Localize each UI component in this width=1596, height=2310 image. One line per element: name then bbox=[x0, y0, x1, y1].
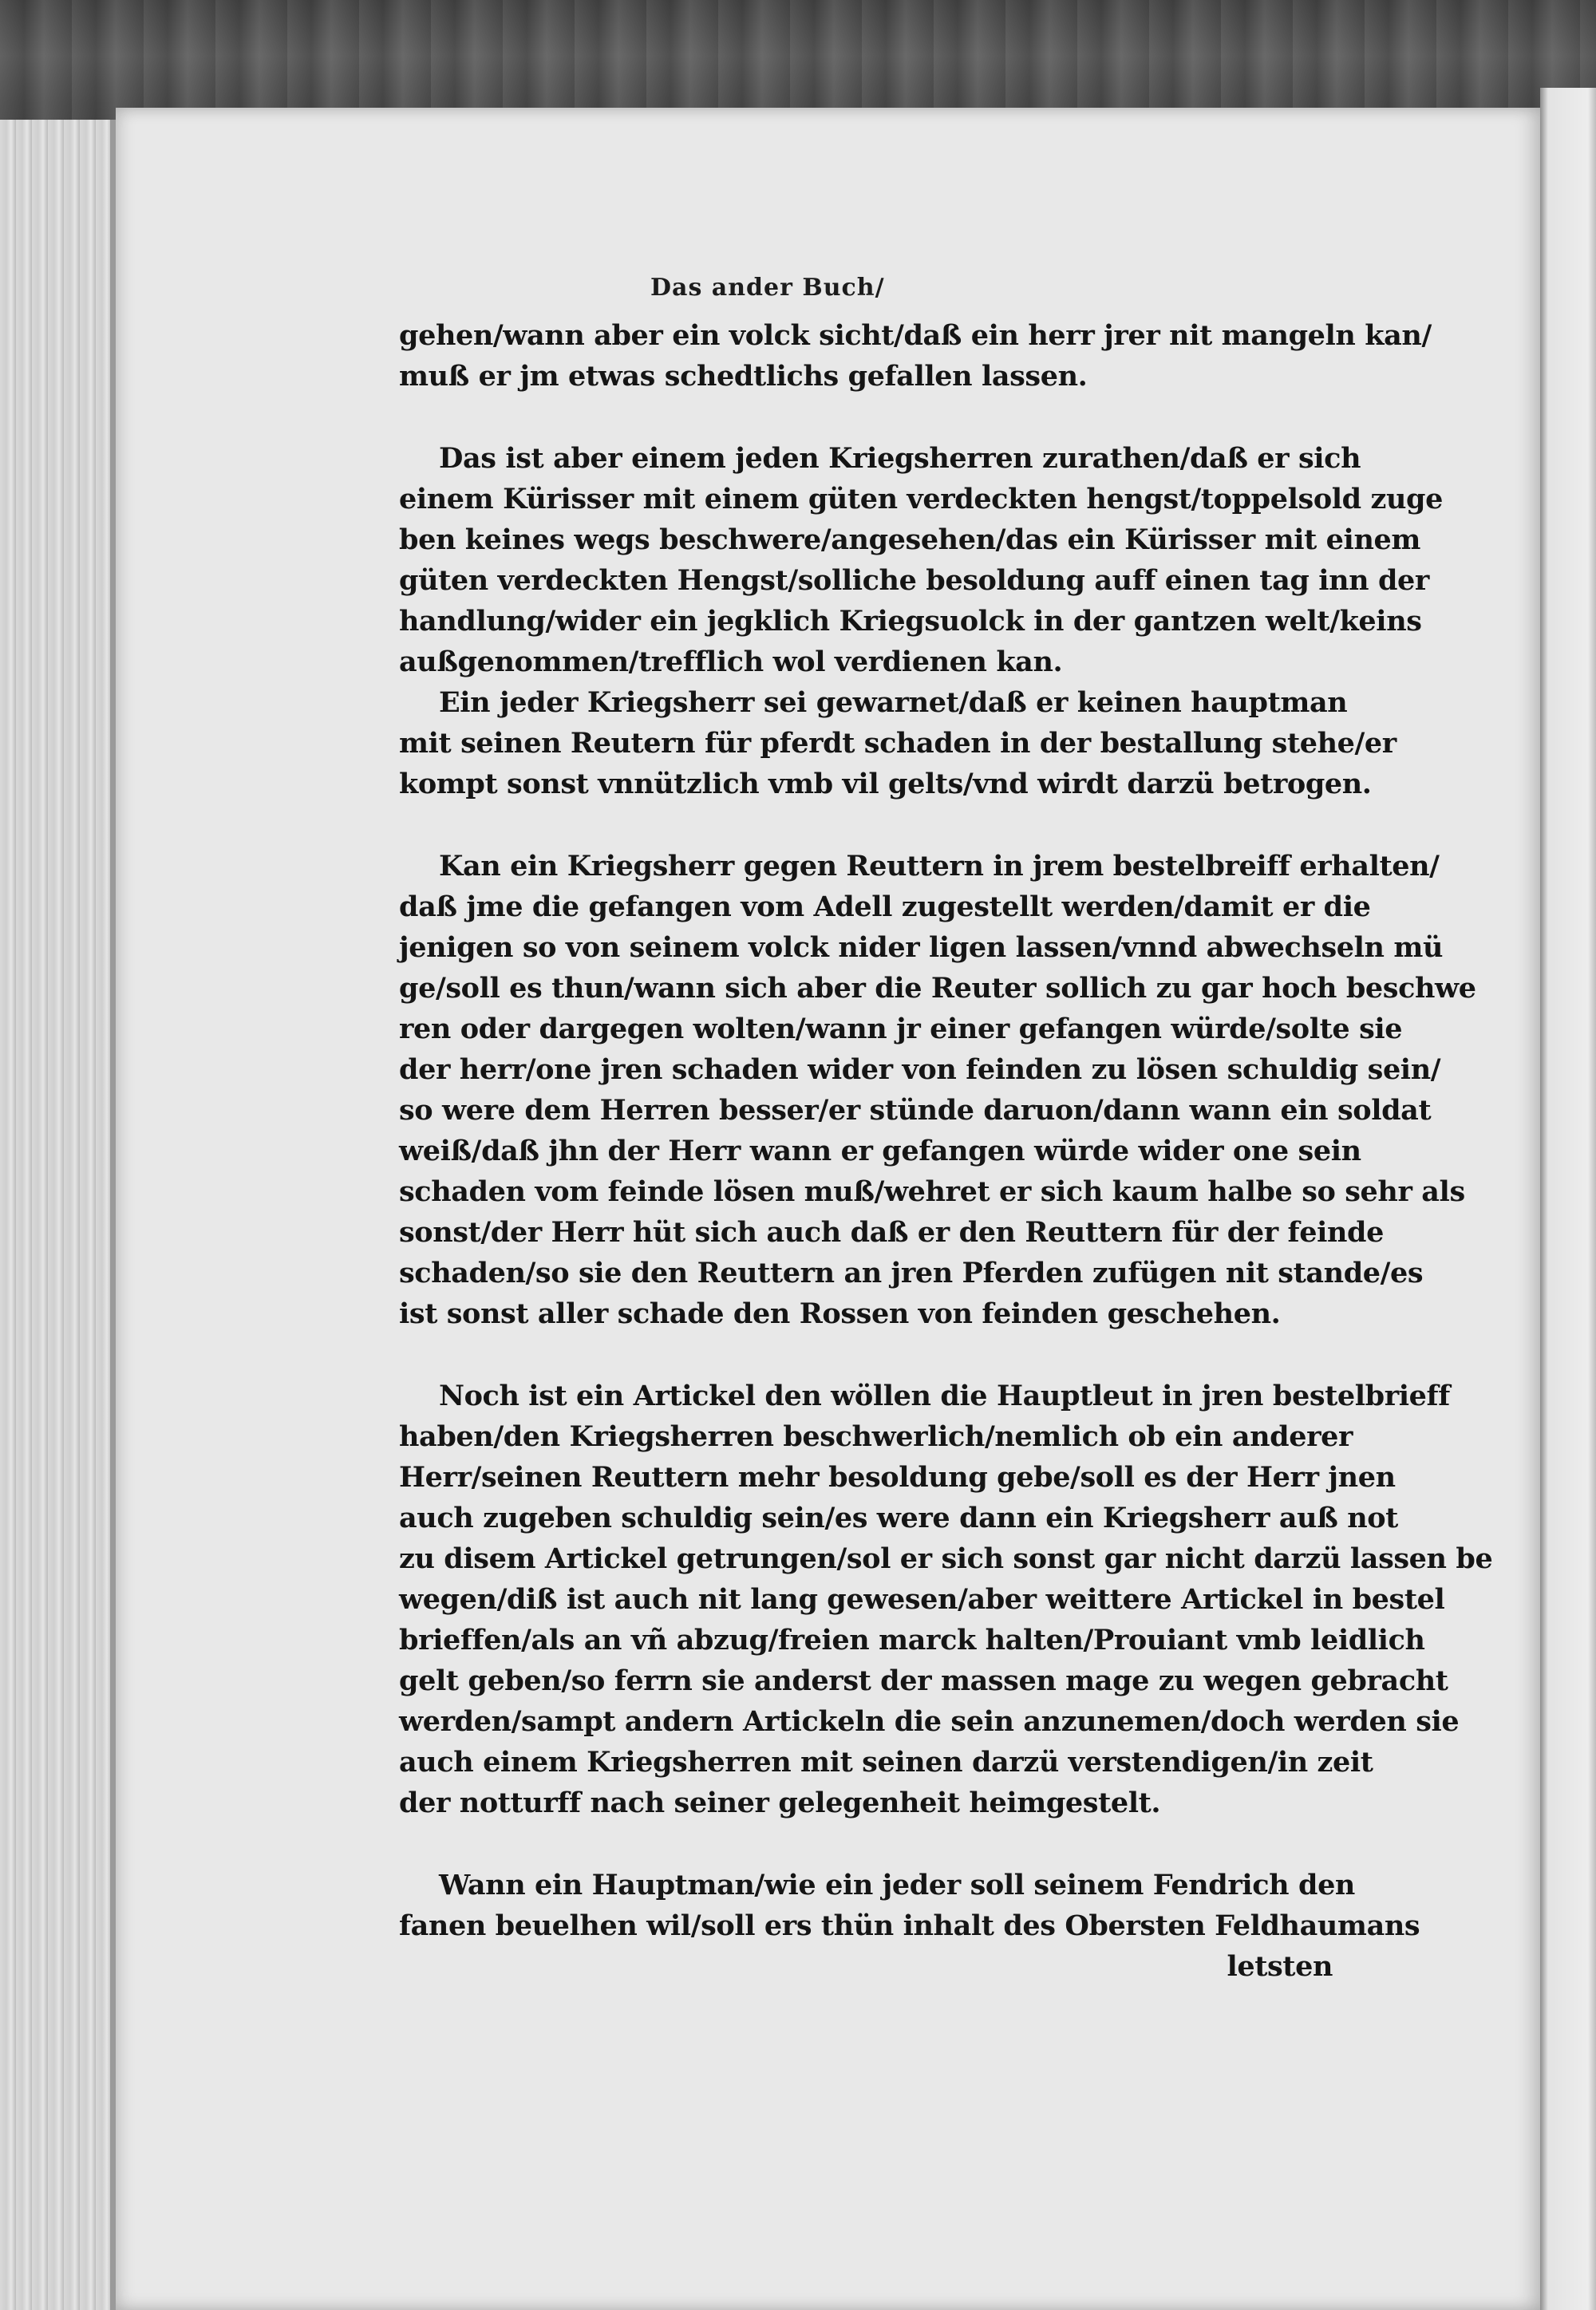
text-line: ben keines wegs beschwere/angesehen/das ein Kürisser mit einem bbox=[399, 523, 1420, 556]
page-body bbox=[399, 315, 1493, 1987]
text-line: Herr/seinen Reuttern mehr besoldung gebe/soll es der Herr jnen bbox=[399, 1461, 1396, 1494]
text-line: auch zugeben schuldig sein/es were dann ein Kriegsherr auß not bbox=[399, 1502, 1398, 1534]
text-line: kompt sonst vnnützlich vmb vil gelts/vnd wirdt darzü betrogen. bbox=[399, 768, 1372, 800]
paragraph-6 bbox=[399, 1865, 1420, 1987]
text-line: sonst/der Herr hüt sich auch daß er den Reuttern für der feinde bbox=[399, 1216, 1384, 1249]
text-line: auch einem Kriegsherren mit seinen darzü verstendigen/in zeit bbox=[399, 1746, 1373, 1779]
text-line: daß jme die gefangen vom Adell zugestellt werden/damit er die bbox=[399, 890, 1371, 923]
text-line: der notturff nach seiner gelegenheit heimgestelt. bbox=[399, 1787, 1161, 1819]
text-line: Das ist aber einem jeden Kriegsherren zurathen/daß er sich bbox=[439, 442, 1361, 475]
text-line: zu disem Artickel getrungen/sol er sich sonst gar nicht darzü lassen be bbox=[399, 1542, 1493, 1575]
text-line: güten verdeckten Hengst/solliche besoldung auff einen tag inn der bbox=[399, 564, 1429, 597]
text-line: jenigen so von seinem volck nider ligen lassen/vnnd abwechseln mü bbox=[399, 931, 1444, 964]
binding-top-edge bbox=[0, 0, 1596, 120]
text-line: weiß/daß jhn der Herr wann er gefangen würde wider one sein bbox=[399, 1135, 1361, 1167]
text-line: werden/sampt andern Artickeln die sein anzunemen/doch werden sie bbox=[399, 1705, 1460, 1738]
text-line: ge/soll es thun/wann sich aber die Reuter sollich zu gar hoch beschwe bbox=[399, 972, 1476, 1005]
text-line: ist sonst aller schade den Rossen von feinden geschehen. bbox=[399, 1297, 1281, 1330]
text-line: so were dem Herren besser/er stünde daruon/dann wann ein soldat bbox=[399, 1094, 1432, 1127]
text-line: schaden/so sie den Reuttern an jren Pferden zufügen nit stande/es bbox=[399, 1257, 1424, 1289]
catchword: letsten bbox=[1227, 1950, 1333, 1983]
text-line: mit seinen Reutern für pferdt schaden in der bestallung stehe/er bbox=[399, 727, 1396, 760]
paragraph-2 bbox=[399, 438, 1443, 682]
text-line: fanen beuelhen wil/soll ers thün inhalt des Obersten Feldhaumans bbox=[399, 1909, 1420, 1942]
text-line: brieffen/als an vñ abzug/freien marck halten/Prouiant vmb leidlich bbox=[399, 1624, 1425, 1656]
text-line: Ein jeder Kriegsherr sei gewarnet/daß er keinen hauptman bbox=[439, 686, 1348, 719]
text-line: schaden vom feinde lösen muß/wehret er sich kaum halbe so sehr als bbox=[399, 1175, 1465, 1208]
paragraph-4 bbox=[399, 846, 1476, 1334]
text-line: muß er jm etwas schedtlichs gefallen lassen. bbox=[399, 360, 1088, 393]
paragraph-1 bbox=[399, 315, 1432, 397]
text-line: der herr/one jren schaden wider von feinden zu lösen schuldig sein/ bbox=[399, 1053, 1441, 1086]
text-line: handlung/wider ein jegklich Kriegsuolck in der gantzen welt/keins bbox=[399, 605, 1422, 638]
text-line: wegen/diß ist auch nit lang gewesen/aber weittere Artickel in bestel bbox=[399, 1583, 1445, 1616]
page-edges-left bbox=[0, 120, 120, 2310]
running-head: Das ander Buch/ bbox=[650, 274, 885, 302]
paragraph-5 bbox=[399, 1376, 1493, 1823]
text-line: ren oder dargegen wolten/wann jr einer gefangen würde/solte sie bbox=[399, 1013, 1403, 1045]
text-line: gelt geben/so ferrn sie anderst der massen mage zu wegen gebracht bbox=[399, 1664, 1448, 1697]
text-line: Wann ein Hauptman/wie ein jeder soll seinem Fendrich den bbox=[439, 1869, 1355, 1901]
facing-page-edge bbox=[1540, 88, 1596, 2310]
text-line: außgenommen/trefflich wol verdienen kan. bbox=[399, 646, 1063, 678]
text-line: haben/den Kriegsherren beschwerlich/nemlich ob ein anderer bbox=[399, 1420, 1353, 1453]
text-line: gehen/wann aber ein volck sicht/daß ein herr jrer nit mangeln kan/ bbox=[399, 319, 1432, 352]
text-line: Kan ein Kriegsherr gegen Reuttern in jrem bestelbreiff erhalten/ bbox=[439, 850, 1440, 883]
text-line: einem Kürisser mit einem güten verdeckten hengst/toppelsold zuge bbox=[399, 483, 1443, 515]
paragraph-3 bbox=[399, 682, 1396, 804]
text-line: Noch ist ein Artickel den wöllen die Hauptleut in jren bestelbrieff bbox=[439, 1380, 1450, 1412]
